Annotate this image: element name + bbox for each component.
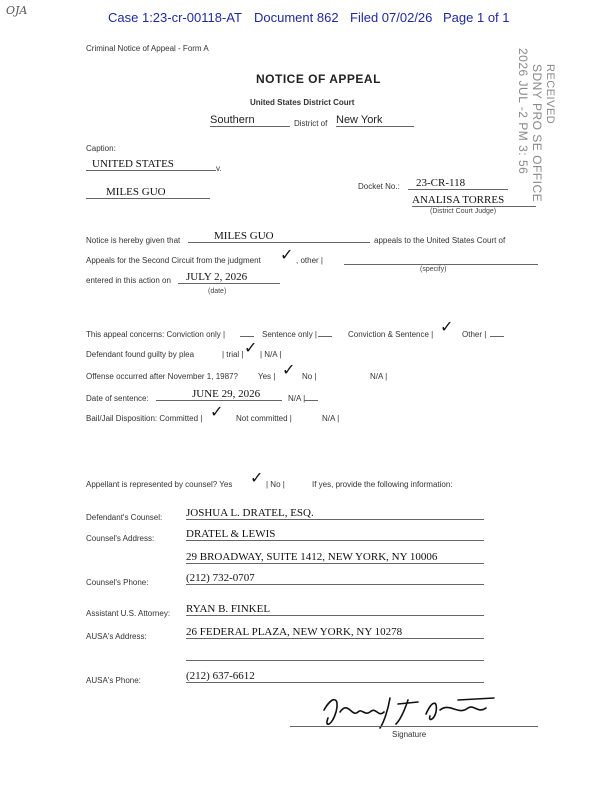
page-title: NOTICE OF APPEAL xyxy=(256,72,381,86)
ausa-label: Assistant U.S. Attorney: xyxy=(86,609,171,618)
defendant-counsel-label: Defendant's Counsel: xyxy=(86,513,163,522)
counsel-address-line2: 29 BROADWAY, SUITE 1412, NEW YORK, NY 10006 xyxy=(186,551,484,564)
offense-text: Offense occurred after November 1, 1987? xyxy=(86,372,238,381)
other-label: , other | xyxy=(296,256,323,265)
form-label: Criminal Notice of Appeal - Form A xyxy=(86,44,209,53)
other-specify-line xyxy=(344,264,538,265)
notice-given-text: Notice is hereby given that xyxy=(86,236,181,245)
specify-label: (specify) xyxy=(420,266,447,273)
circuit-text: Appeals for the Second Circuit from the judgment xyxy=(86,256,261,265)
stamp-line-received: RECEIVED xyxy=(544,64,556,125)
caption-label: Caption: xyxy=(86,144,116,153)
versus-label: v. xyxy=(216,164,222,173)
entered-date: JULY 2, 2026 xyxy=(178,271,280,284)
docket-number: 23-CR-118 xyxy=(408,177,508,190)
ausa-phone: (212) 637-6612 xyxy=(186,670,484,683)
trial-checkmark[interactable]: ✓ xyxy=(244,340,258,357)
offense-na-label: N/A | xyxy=(370,372,388,381)
offense-yes-checkmark[interactable]: ✓ xyxy=(282,362,296,379)
stamp-line-datetime: 2026 JUL -2 PM 3: 56 xyxy=(516,48,530,175)
received-stamp xyxy=(516,48,556,203)
sentence-date-text: Date of sentence: xyxy=(86,394,149,403)
defendant-counsel: JOSHUA L. DRATEL, ESQ. xyxy=(186,507,484,520)
signature-label: Signature xyxy=(392,730,427,739)
district-state: New York xyxy=(336,114,414,127)
signature-line xyxy=(290,726,538,727)
counsel-address-line1: DRATEL & LEWIS xyxy=(186,528,484,541)
ausa-address: 26 FEDERAL PLAZA, NEW YORK, NY 10278 xyxy=(186,626,484,639)
ausa-name: RYAN B. FINKEL xyxy=(186,603,484,616)
other-concern-box[interactable] xyxy=(490,336,504,337)
sentence-na-label: N/A | xyxy=(288,394,306,403)
stamp-line-office: SDNY PRO SE OFFICE xyxy=(530,64,544,203)
docket-label: Docket No.: xyxy=(358,182,400,191)
appellant-name: MILES GUO xyxy=(188,230,370,243)
counsel-no-label: | No | xyxy=(266,480,285,489)
bail-text: Bail/Jail Disposition: Committed | xyxy=(86,414,203,423)
counsel-question-text: Appellant is represented by counsel? Yes xyxy=(86,480,233,489)
ausa-address-line2 xyxy=(186,660,484,661)
ausa-phone-label: AUSA's Phone: xyxy=(86,676,141,685)
counsel-phone: (212) 732-0707 xyxy=(186,572,484,585)
sentence-only-box[interactable] xyxy=(318,336,332,337)
entered-text: entered in this action on xyxy=(86,276,171,285)
appeals-text: appeals to the United States Court of xyxy=(374,236,506,245)
document-number: Document 862 xyxy=(254,10,339,25)
counsel-yes-checkmark[interactable]: ✓ xyxy=(250,470,264,487)
not-committed-label: Not committed | xyxy=(236,414,292,423)
defendant-name: MILES GUO xyxy=(86,186,210,199)
appeal-concerns-text: This appeal concerns: Conviction only | xyxy=(86,330,226,339)
judgment-checkmark[interactable]: ✓ xyxy=(280,247,294,264)
handwritten-initials: OJA xyxy=(6,4,28,17)
district-label: District of xyxy=(294,119,328,128)
date-label: (date) xyxy=(208,288,227,295)
sentence-na-box[interactable] xyxy=(304,400,318,401)
offense-yes-label: Yes | xyxy=(258,372,276,381)
page-count: Page 1 of 1 xyxy=(443,10,510,25)
plea-text: Defendant found guilty by plea xyxy=(86,350,195,359)
conviction-only-box[interactable] xyxy=(240,336,254,337)
plaintiff-name: UNITED STATES xyxy=(86,158,216,171)
counsel-phone-label: Counsel's Phone: xyxy=(86,578,149,587)
district-name: Southern xyxy=(210,114,290,127)
judge-label: (District Court Judge) xyxy=(430,208,497,215)
sentence-date: JUNE 29, 2026 xyxy=(156,388,282,401)
committed-checkmark[interactable]: ✓ xyxy=(210,404,224,421)
counsel-info-text: If yes, provide the following information: xyxy=(312,480,453,489)
trial-label: | trial | xyxy=(222,350,244,359)
case-number: Case 1:23-cr-00118-AT xyxy=(108,10,242,25)
court-name: United States District Court xyxy=(250,98,355,107)
offense-no-label: No | xyxy=(302,372,317,381)
conviction-sentence-label: Conviction & Sentence | xyxy=(348,330,434,339)
ausa-address-label: AUSA's Address: xyxy=(86,632,147,641)
conviction-sentence-checkmark[interactable]: ✓ xyxy=(440,319,454,336)
plea-na-label: | N/A | xyxy=(260,350,282,359)
sentence-only-label: Sentence only | xyxy=(262,330,318,339)
counsel-address-label: Counsel's Address: xyxy=(86,534,155,543)
other-concern-label: Other | xyxy=(462,330,487,339)
filed-date: Filed 07/02/26 xyxy=(350,10,433,25)
bail-na-label: N/A | xyxy=(322,414,340,423)
district-judge: ANALISA TORRES xyxy=(412,194,536,207)
